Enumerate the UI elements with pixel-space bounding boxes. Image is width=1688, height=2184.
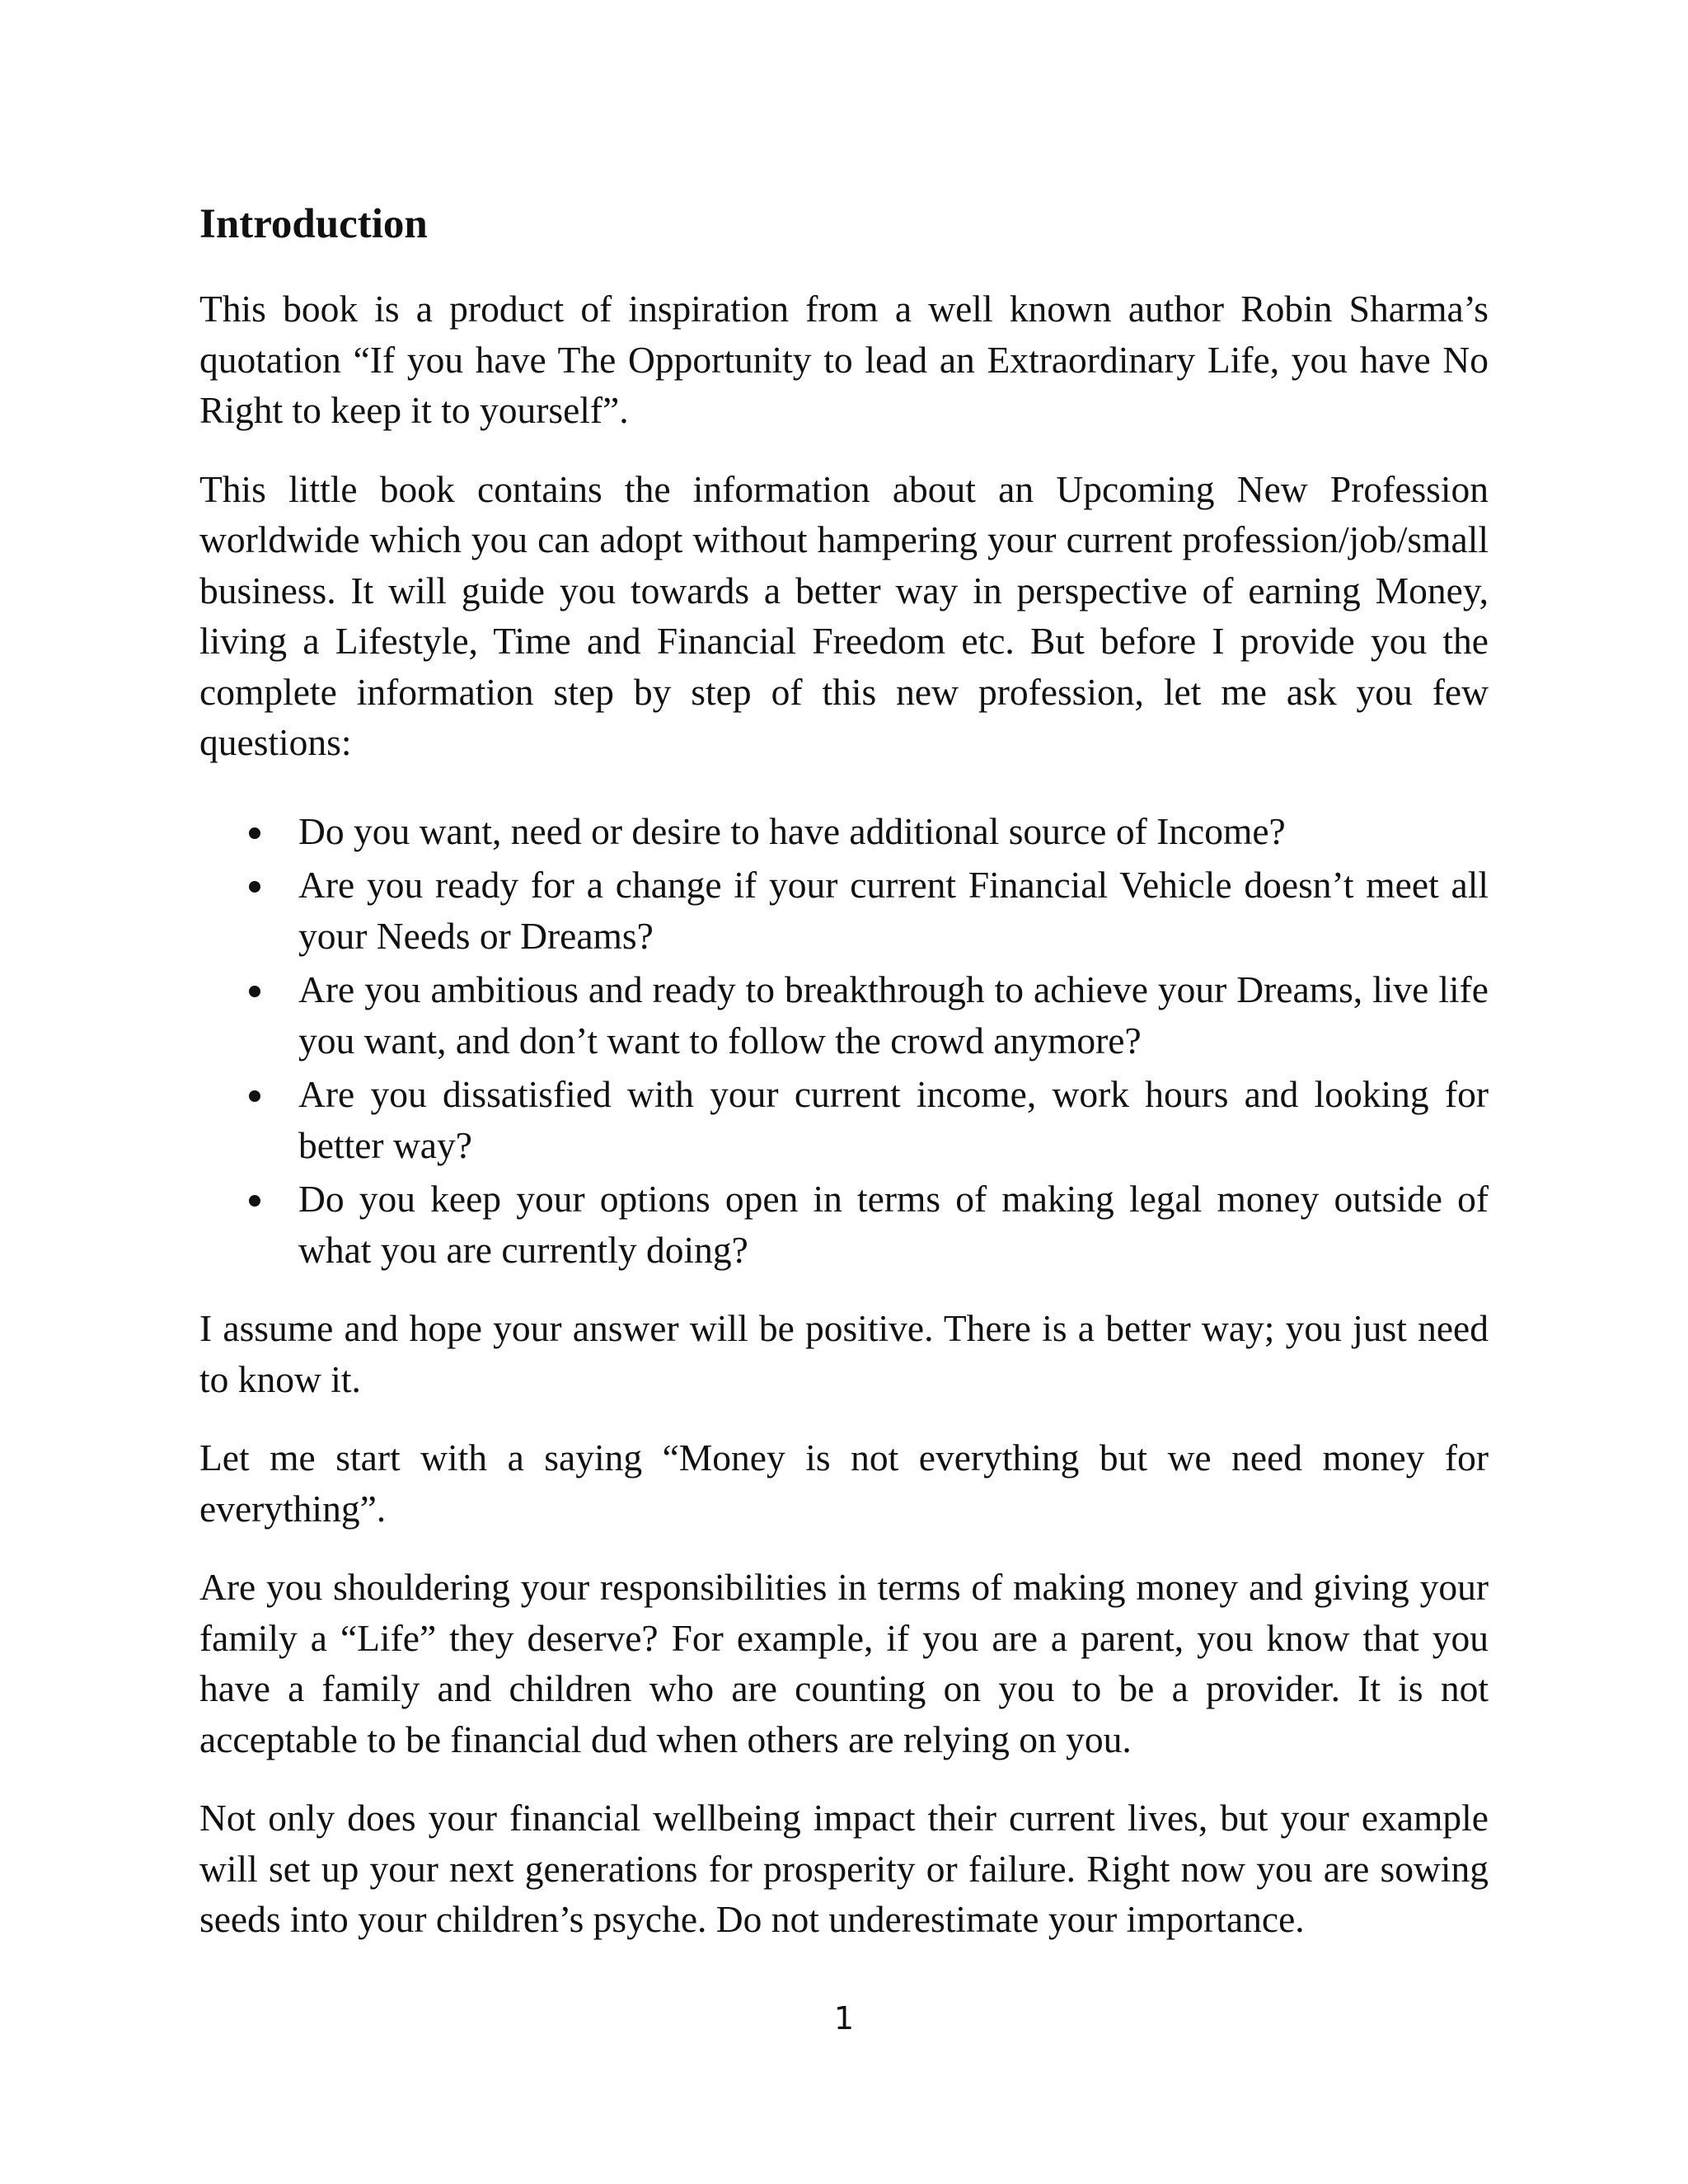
intro-paragraph-2: This little book contains the information about an Upcoming New Profession worldwide which you can adopt without hampering your current profession/job/small business. It will guide you towards a better way in perspective of earning Money, living a Lifestyle, Time and Financial Freedom etc. But before I provide you the complete information step by step of this new profession, let me ask you few questions: <box>199 467 1489 763</box>
bullet-icon <box>249 881 260 893</box>
body-paragraph-3: Are you shouldering your responsibilities in terms of making money and giving your family a “Life” they deserve? For example, if you are a parent, you know that you have a family and children who are counting on you to be a provider. It is not acceptable to be financial dud when others are relying on you. <box>199 1566 1489 1760</box>
intro-paragraph-1: This book is a product of inspiration from a well known author Robin Sharma’s quotation “If you have The Opportunity to lead an Extraordinary Life, you have No Right to keep it to yourself”. <box>199 288 1489 431</box>
page-number: 1 <box>833 2000 855 2036</box>
list-item <box>199 1069 1489 1170</box>
list-item-text: Are you ambitious and ready to breakthrough to achieve your Dreams, live life you want, and don’t want to follow the crowd anymore? <box>298 968 1489 1062</box>
list-item <box>199 964 1489 1066</box>
list-item <box>199 1174 1489 1275</box>
bullet-icon <box>249 1090 260 1102</box>
page-title: Introduction <box>199 201 428 247</box>
body-paragraph-1: I assume and hope your answer will be positive. There is a better way; you just need to know it. <box>199 1307 1489 1400</box>
body-paragraph-2: Let me start with a saying “Money is not everything but we need money for everything”. <box>199 1436 1489 1530</box>
bullet-icon <box>249 827 260 839</box>
list-item-text: Are you dissatisfied with your current income, work hours and looking for better way? <box>298 1073 1489 1166</box>
list-item <box>199 860 1489 961</box>
page-content <box>199 196 1489 1973</box>
list-item-text: Do you want, need or desire to have additional source of Income? <box>298 809 1286 852</box>
bullet-icon <box>249 1195 260 1207</box>
body-paragraph-4: Not only does your financial wellbeing impact their current lives, but your example will set up your next generations for prosperity or failure. Right now you are sowing seeds into your children’s psyche. Do not underestimate your importance. <box>199 1797 1489 1940</box>
questions-list <box>199 806 1489 1276</box>
list-item-text: Are you ready for a change if your current Financial Vehicle doesn’t meet all your Needs or Dreams? <box>298 864 1489 957</box>
bullet-icon <box>249 986 260 997</box>
list-item <box>199 806 1489 857</box>
list-item-text: Do you keep your options open in terms of making legal money outside of what you are currently doing? <box>298 1178 1489 1271</box>
